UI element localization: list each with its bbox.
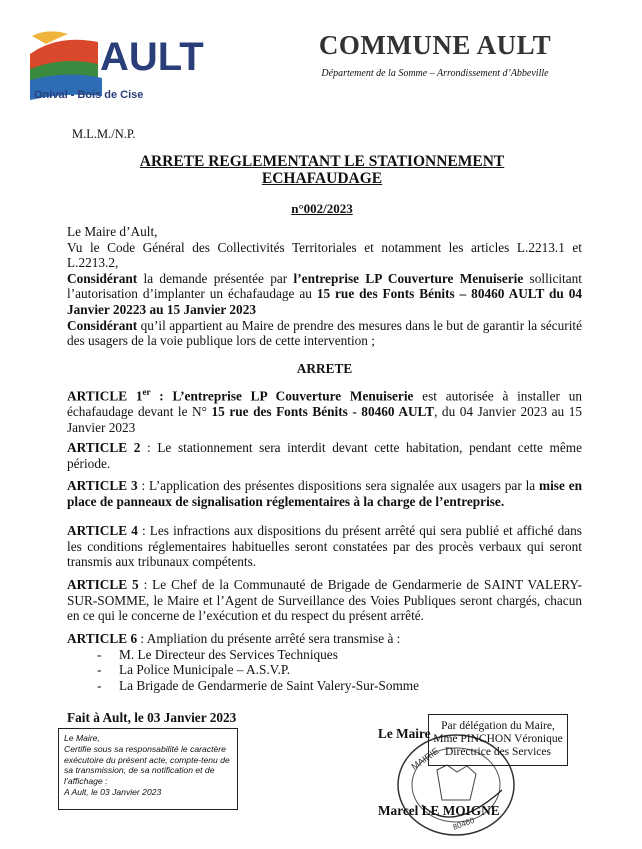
- article-3: ARTICLE 3 : L’application des présentes dispositions sera signalée aux usagers par la mise en place de panneaux de signalisation réglementaires à la charge de l’entreprise.: [67, 478, 583, 509]
- preamble-considerant-1: Considérant la demande présentée par l’entreprise LP Couverture Menuiserie sollicitant l’autorisation d’implanter un échafaudage au 15 rue des Fonts Bénits – 80460 AULT du 04 Janvier 20223 au 15 Janvier 2023: [67, 270, 582, 317]
- preamble-considerant-2: Considérant qu’il appartient au Maire de prendre des mesures dans le but de garantir la sécurité des usagers de la voie publique lors de cette intervention ;: [67, 317, 582, 349]
- delegation-line-3: Directrice des Services: [444, 746, 551, 758]
- reference: M.L.M./N.P.: [72, 127, 136, 141]
- title-line-1: ARRETE REGLEMENTANT LE STATIONNEMENT: [139, 153, 505, 170]
- article-5: ARTICLE 5 : Le Chef de la Communauté de Brigade de Gendarmerie de SAINT VALERY-SUR-SOMME, le Maire et l’Agent de Surveillance des Voies Publiques seront chargés, chacun en ce qui le concerne de l’exécution et du respect du présent arrêté.: [67, 577, 582, 624]
- preamble-mayor: Le Maire d’Ault,: [67, 224, 158, 239]
- delegation-line-2: Mme PINCHON Véronique: [433, 733, 563, 745]
- article-2: ARTICLE 2 : Le stationnement sera interdit devant cette habitation, pendant cette même période.: [67, 440, 582, 471]
- delegation-line-1: Par délégation du Maire,: [441, 720, 555, 732]
- svg-text:MAIRIE: MAIRIE: [409, 745, 441, 772]
- recipient-item: - M. Le Directeur des Services Techniques: [97, 647, 582, 663]
- certification-box: [58, 728, 238, 810]
- document-title: [72, 153, 572, 187]
- commune-subtitle: Département de la Somme – Arrondissement d’Abbeville: [321, 68, 549, 79]
- logo-wordmark: AULT: [100, 35, 204, 79]
- commune-title: COMMUNE AULT: [318, 30, 552, 60]
- svg-text:80460: 80460: [451, 815, 476, 832]
- recipient-list: [67, 647, 582, 694]
- article-6: ARTICLE 6 : Ampliation du présente arrêté sera transmise à : - M. Le Directeur des Services Techniques - La Police Municipale – A.S.V.P. - La Brigade de Gendarmerie de Saint Valery-Sur-Somme: [67, 631, 582, 693]
- cert-line-2: Certifie sous sa responsabilité le caractère exécutoire du présent acte, compte-tenu de sa transmission, de sa notification et de l’affichage :: [64, 743, 230, 787]
- arrete-number: n°002/2023: [291, 201, 353, 216]
- recipient-item: - La Brigade de Gendarmerie de Saint Valery-Sur-Somme: [97, 678, 582, 694]
- recipient-item: - La Police Municipale – A.S.V.P.: [97, 662, 582, 678]
- preamble-vu: Vu le Code Général des Collectivités Territoriales et notamment les articles L.2213.1 et L.2213.2,: [67, 239, 582, 271]
- logo-tagline: Onival - Bois de Cise: [34, 89, 144, 101]
- cert-line-3: A Ault, le 03 Janvier 2023: [64, 786, 162, 797]
- cert-line-1: Le Maire,: [64, 733, 100, 743]
- mayor-label: Le Maire: [378, 726, 431, 741]
- preamble: [67, 224, 582, 349]
- done-at: Fait à Ault, le 03 Janvier 2023: [67, 710, 237, 725]
- commune-logo: [28, 14, 208, 104]
- mayor-name: Marcel LE MOIGNE: [378, 803, 500, 818]
- arrete-heading: ARRETE: [296, 361, 353, 376]
- delegation-stamp: [428, 714, 568, 766]
- article-4: ARTICLE 4 : Les infractions aux dispositions du présent arrêté qui sera publié et affiché dans les conditions réglementaires habituelles seront constatées par des procès verbaux qui seront transmis aux tribunaux compétents.: [67, 523, 582, 570]
- article-1: ARTICLE 1er : L’entreprise LP Couverture Menuiserie est autorisée à installer un échafaudage devant le N° 15 rue des Fonts Bénits - 80460 AULT, du 04 Janvier 2023 au 15 Janvier 2023: [67, 387, 582, 435]
- title-line-2: ECHAFAUDAGE: [261, 170, 383, 187]
